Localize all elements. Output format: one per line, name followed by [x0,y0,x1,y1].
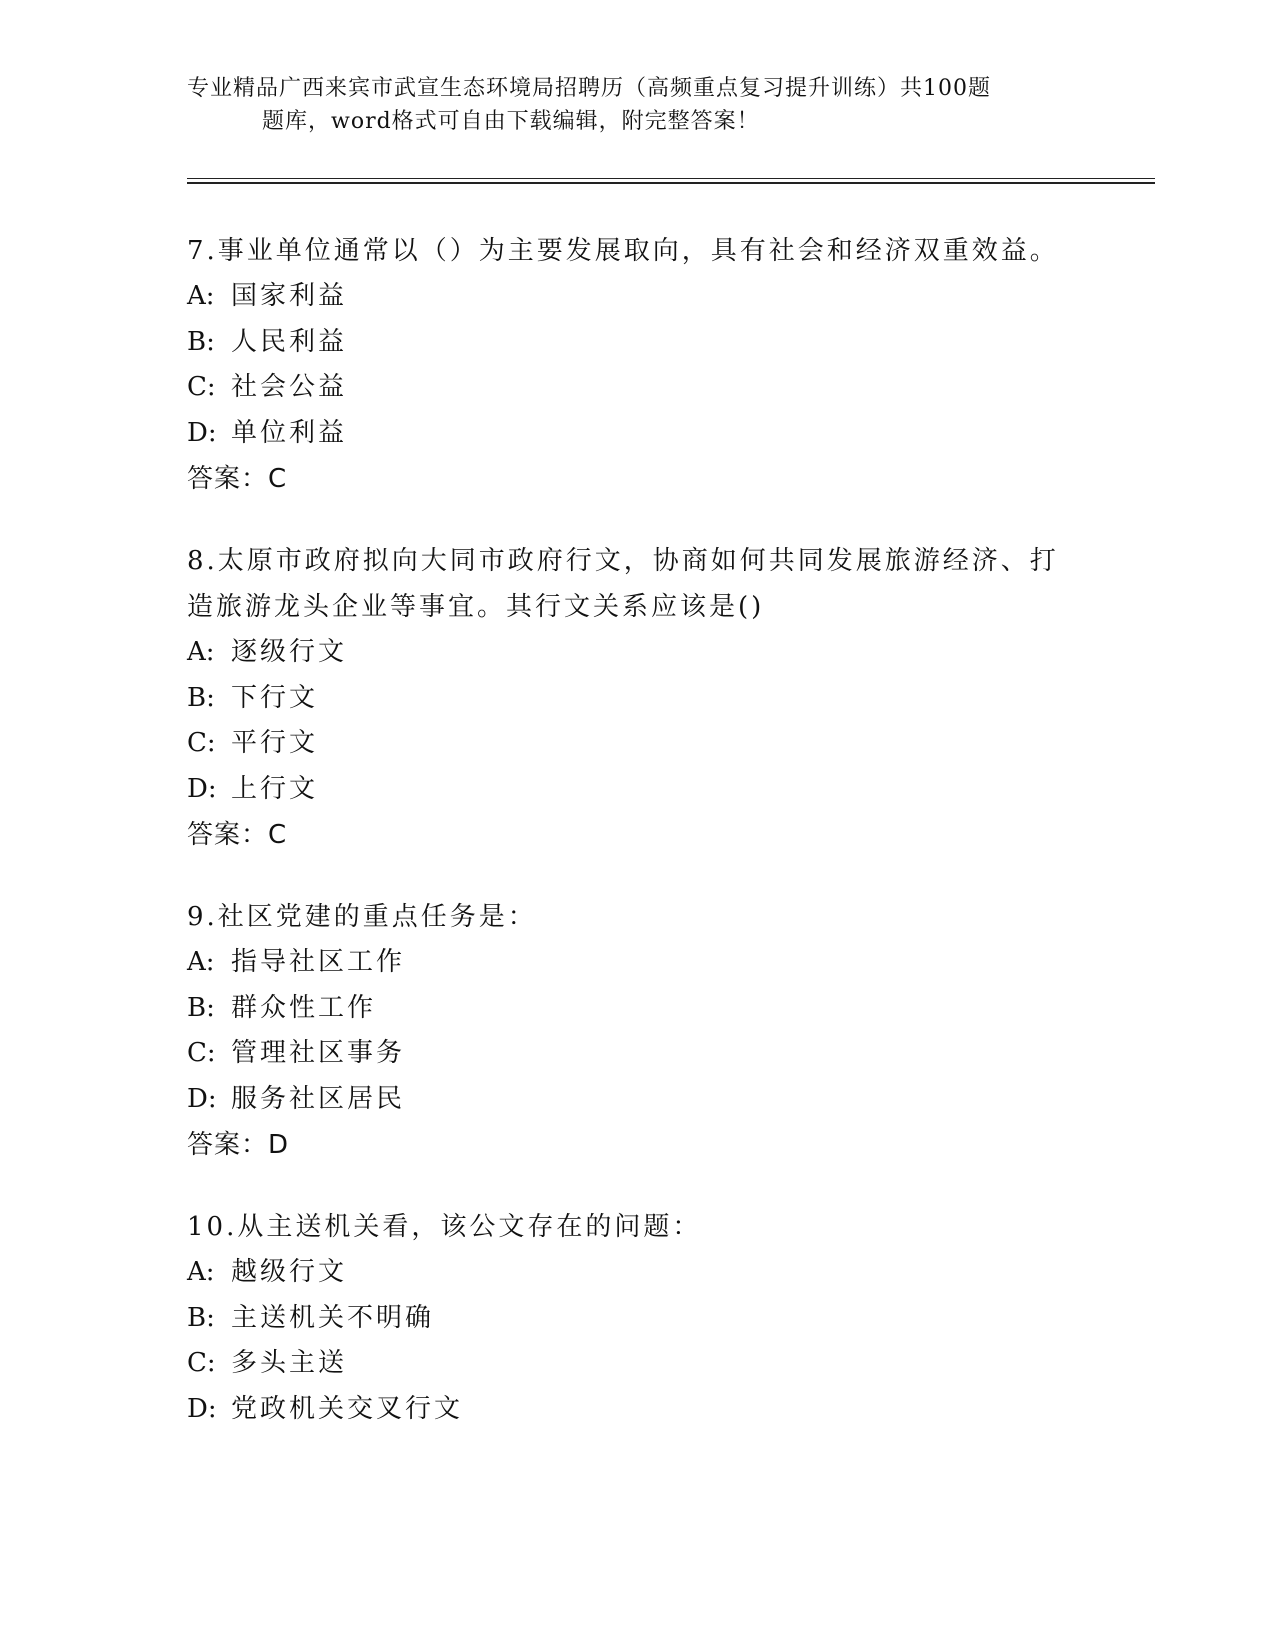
option-letter: B: [187,1302,215,1333]
question-stem-line-1: 8.太原市政府拟向大同市政府行文，协商如何共同发展旅游经济、打 [187,546,1059,576]
option-text: 人民利益 [231,326,348,357]
document-header [0,72,1275,138]
answer-line: 答案：D [187,1130,290,1160]
option-text: 服务社区居民 [231,1083,406,1114]
option-text: 逐级行文 [231,637,348,667]
question-stem-line-2: 造旅游龙头企业等事宜。其行文关系应该是() [187,592,765,622]
option-letter: D: [187,773,217,804]
option-c [187,365,1087,411]
question-item [187,894,1087,1168]
document-title-line-1: 专业精品广西来宾市武宣生态环境局招聘历（高频重点复习提升训练）共100题 [187,76,991,101]
option-d [187,767,1087,813]
option-letter: D: [187,1393,217,1424]
question-item [187,228,1087,502]
question-item [187,538,1087,858]
option-a [187,274,1087,320]
option-text: 社会公益 [231,372,348,402]
question-stem: 9.社区党建的重点任务是： [187,902,537,932]
option-d [187,411,1087,457]
option-a [187,1250,1087,1296]
option-text: 党政机关交叉行文 [231,1393,464,1424]
option-text: 下行文 [231,682,319,713]
option-a [187,940,1087,986]
header-rule-thick [187,182,1155,184]
option-letter: A: [187,947,215,977]
question-item [187,1204,1087,1432]
document-title-line-2: 题库，word格式可自由下载编辑，附完整答案！ [262,109,760,134]
option-a [187,630,1087,676]
option-letter: C: [187,1038,216,1068]
option-b [187,676,1087,722]
option-letter: D: [187,1083,217,1114]
option-text: 主送机关不明确 [231,1302,435,1333]
option-text: 国家利益 [231,281,348,311]
option-text: 越级行文 [231,1257,348,1287]
option-c [187,721,1087,767]
option-letter: C: [187,1348,216,1378]
option-text: 指导社区工作 [231,947,406,977]
option-text: 群众性工作 [231,992,377,1023]
answer-line: 答案：C [187,464,288,494]
header-rule-thin [187,178,1155,179]
option-c [187,1341,1087,1387]
answer-line: 答案：C [187,820,288,850]
option-letter: B: [187,326,215,357]
option-text: 管理社区事务 [231,1038,406,1068]
option-d [187,1387,1087,1433]
option-letter: A: [187,637,215,667]
option-letter: B: [187,682,215,713]
option-b [187,320,1087,366]
question-stem: 7.事业单位通常以（）为主要发展取向，具有社会和经济双重效益。 [187,236,1059,266]
option-c [187,1031,1087,1077]
question-stem: 10.从主送机关看，该公文存在的问题： [187,1212,702,1242]
option-letter: B: [187,992,215,1023]
option-text: 单位利益 [231,417,348,448]
option-text: 多头主送 [231,1348,348,1378]
option-b [187,1296,1087,1342]
option-text: 上行文 [231,773,319,804]
option-b [187,986,1087,1032]
option-letter: A: [187,1257,215,1287]
question-list [187,228,1087,1468]
option-letter: A: [187,281,215,311]
option-d [187,1077,1087,1123]
option-text: 平行文 [231,728,319,758]
option-letter: C: [187,728,216,758]
option-letter: D: [187,417,217,448]
option-letter: C: [187,372,216,402]
